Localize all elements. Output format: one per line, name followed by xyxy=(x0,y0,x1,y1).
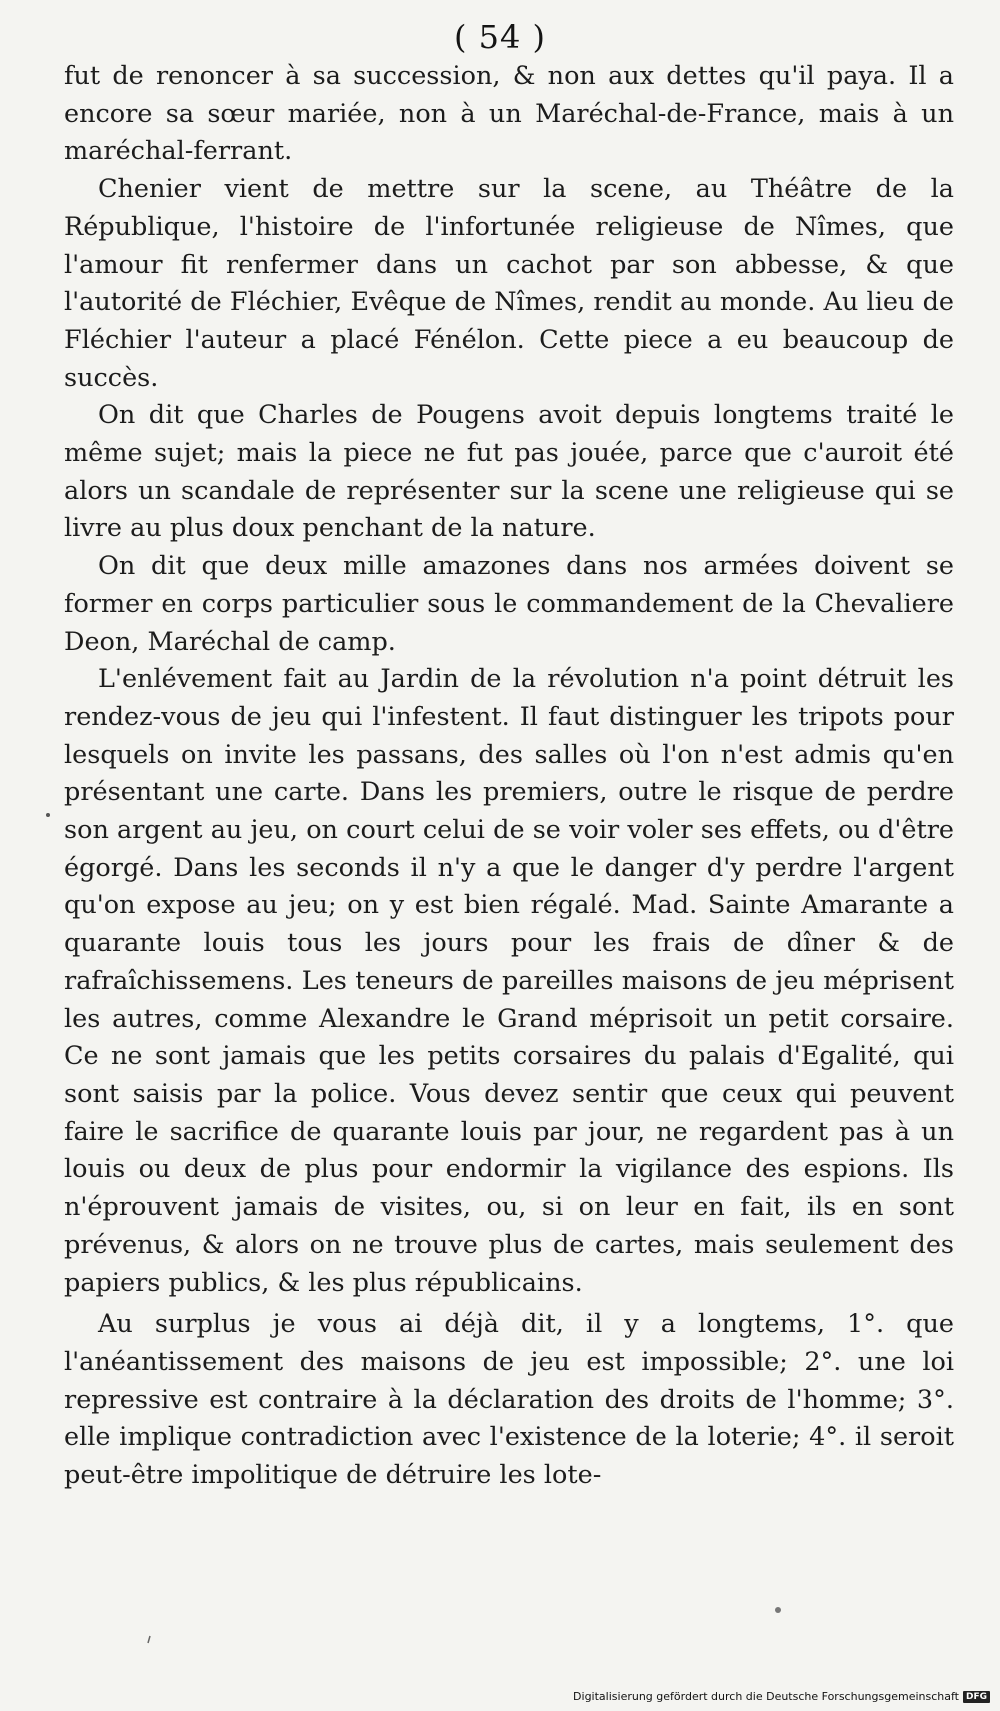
paragraph-continuation: fut de renoncer à sa succession, & non aux dettes qu'il paya. Il a encore sa sœur mariée, non à un Maréchal-de-France, mais à un maréchal-ferrant. xyxy=(64,61,954,167)
paragraph-jeu: L'enlévement fait au Jardin de la révolution n'a point détruit les rendez-vous de jeu qui l'infestent. Il faut distinguer les tripots pour lesquels on invite les passans, des salles où l'on n'est admis qu'en présentant une carte. Dans les premiers, outre le risque de perdre son argent au jeu, on court celui de se voir voler ses effets, ou d'être égorgé. Dans les seconds il n'y a que le danger d'y perdre l'argent qu'on expose au jeu; on y est bien régalé. Mad. Sainte Amarante a quarante louis tous les jours pour les frais de dîner & de rafraîchissemens. Les teneurs de pareilles maisons de jeu méprisent les autres, comme Alexandre le Grand méprisoit un petit corsaire. Ce ne sont jamais que les petits corsaires du palais d'Egalité, qui sont saisis par la police. Vous devez sentir que ceux qui peuvent faire le sacrifice de quarante louis par jour, ne regardent pas à un louis ou deux de plus pour endormir la vigilance des espions. Ils n'éprouvent jamais de visites, ou, si on leur en fait, ils en sont prévenus, & alors on ne trouve plus de cartes, mais seulement des papiers publics, & les plus républicains. xyxy=(64,664,954,1298)
dfg-logo: DFG xyxy=(963,1691,990,1703)
paragraph-chenier: Chenier vient de mettre sur la scene, au Théâtre de la République, l'histoire de l'infortunée religieuse de Nîmes, que l'amour fit renfermer dans un cachot par son abbesse, & que l'autorité de Fléchier, Evêque de Nîmes, rendit au monde. Au lieu de Fléchier l'auteur a placé Fénélon. Cette piece a eu beaucoup de succès. xyxy=(64,174,954,393)
paragraph-pougens: On dit que Charles de Pougens avoit depuis longtems traité le même sujet; mais la piece ne fut pas jouée, parce que c'auroit été alors un scandale de représenter sur la scene une religieuse qui se livre au plus doux penchant de la nature. xyxy=(64,400,954,544)
footer-credit: Digitalisierung gefördert durch die Deutsche Forschungsgemeinschaft xyxy=(573,1690,959,1703)
paragraph-surplus: Au surplus je vous ai déjà dit, il y a longtems, 1°. que l'anéantissement des maisons de jeu est impossible; 2°. une loi repressive est contraire à la déclaration des droits de l'homme; 3°. elle implique contradiction avec l'existence de la loterie; 4°. il seroit peut-être impolitique de détruire les lote- xyxy=(64,1309,954,1491)
page-number: ( 54 ) xyxy=(453,18,547,56)
digitization-footer xyxy=(573,1690,990,1703)
paragraph-amazones: On dit que deux mille amazones dans nos armées doivent se former en corps particulier sous le commandement de la Chevaliere Deon, Maréchal de camp. xyxy=(64,551,954,657)
